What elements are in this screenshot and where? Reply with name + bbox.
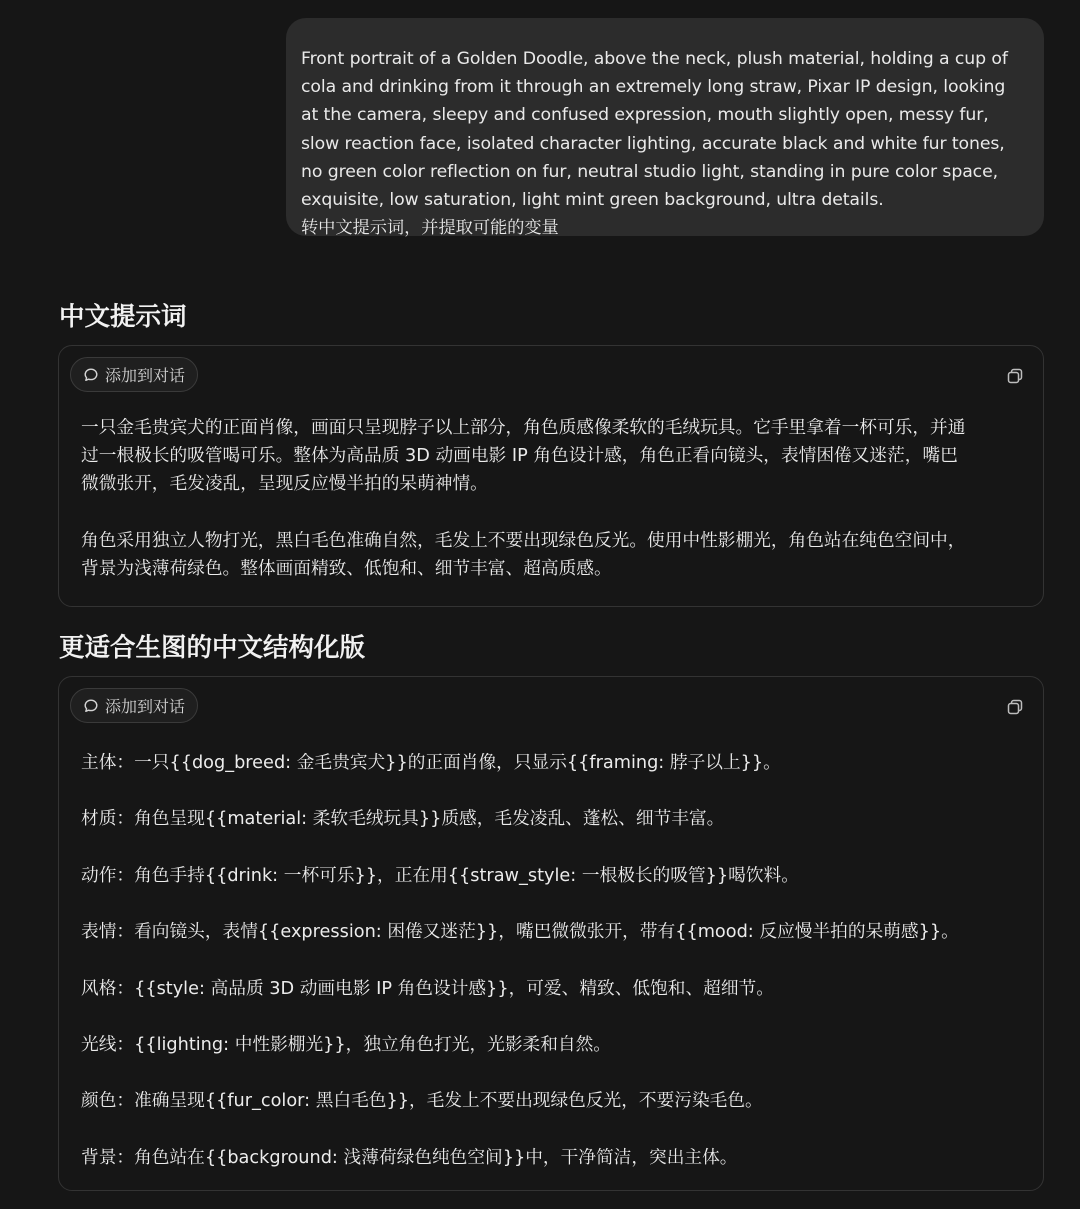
user-message-line: Front portrait of a Golden Doodle, above the neck, plush material, holding a cup of bbox=[301, 49, 1008, 69]
structured-prompt-card bbox=[58, 676, 1044, 1191]
structured-line-expression: 表情：看向镜头，表情{{expression: 困倦又迷茫}}，嘴巴微微张开，带有{{mood: 反应慢半拍的呆萌感}}。 bbox=[81, 922, 959, 943]
user-message-bubble bbox=[286, 18, 1044, 239]
user-message-line: at the camera, sleepy and confused expression, mouth slightly open, messy fur, bbox=[301, 105, 989, 126]
user-message-line: 转中文提示词，并提取可能的变量 bbox=[301, 218, 559, 239]
user-message-line: slow reaction face, isolated character lighting, accurate black and white fur tones, bbox=[301, 133, 1005, 154]
prompt-card-body bbox=[81, 414, 1025, 583]
user-message-line: exquisite, low saturation, light mint green background, ultra details. bbox=[301, 190, 884, 211]
structured-line-material: 材质：角色呈现{{material: 柔软毛绒玩具}}质感，毛发凌乱、蓬松、细节丰富。 bbox=[81, 809, 725, 830]
prompt-paragraph-line: 一只金毛贵宾犬的正面肖像，画面只呈现脖子以上部分，角色质感像柔软的毛绒玩具。它手里拿着一杯可乐，并通 bbox=[81, 418, 966, 438]
prompt-paragraph-line: 过一根极长的吸管喝可乐。整体为高品质 3D 动画电影 IP 角色设计感，角色正看向镜头，表情困倦又迷茫，嘴巴 bbox=[81, 446, 958, 467]
structured-line-background: 背景：角色站在{{background: 浅薄荷绿色纯色空间}}中，干净简洁，突出主体。 bbox=[81, 1147, 738, 1168]
user-message-line: no green color reflection on fur, neutral studio light, standing in pure color space, bbox=[301, 161, 999, 182]
section-title-structured-version: 更适合生图的中文结构化版 bbox=[59, 633, 366, 663]
structured-line-color: 颜色：准确呈现{{fur_color: 黑白毛色}}，毛发上不要出现绿色反光，不要污染毛色。 bbox=[81, 1091, 763, 1112]
speech-bubble-icon bbox=[83, 698, 99, 714]
prompt-card bbox=[58, 345, 1044, 607]
add-to-conversation-label: 添加到对话 bbox=[105, 697, 186, 716]
prompt-paragraph-line: 微微张开，毛发凌乱，呈现反应慢半拍的呆萌神情。 bbox=[81, 474, 488, 495]
structured-card-body bbox=[81, 749, 1025, 1200]
copy-icon[interactable] bbox=[1006, 367, 1024, 385]
structured-line-style: 风格：{{style: 高品质 3D 动画电影 IP 角色设计感}}，可爱、精致、低饱和、超细节。 bbox=[81, 978, 774, 999]
copy-icon[interactable] bbox=[1006, 698, 1024, 716]
prompt-paragraph-line: 角色采用独立人物打光，黑白毛色准确自然，毛发上不要出现绿色反光。使用中性影棚光，角色站在纯色空间中， bbox=[81, 530, 966, 551]
structured-line-subject: 主体：一只{{dog_breed: 金毛贵宾犬}}的正面肖像，只显示{{framing: 脖子以上}}。 bbox=[81, 753, 781, 773]
user-message-line: cola and drinking from it through an extremely long straw, Pixar IP design, looking bbox=[301, 77, 1006, 98]
speech-bubble-icon bbox=[83, 367, 99, 383]
section-title-chinese-prompt: 中文提示词 bbox=[59, 302, 187, 332]
prompt-paragraph-line: 背景为浅薄荷绿色。整体画面精致、低饱和、细节丰富、超高质感。 bbox=[81, 558, 612, 579]
structured-line-lighting: 光线：{{lighting: 中性影棚光}}，独立角色打光，光影柔和自然。 bbox=[81, 1034, 611, 1055]
structured-line-action: 动作：角色手持{{drink: 一杯可乐}}，正在用{{straw_style: 一根极长的吸管}}喝饮料。 bbox=[81, 865, 799, 886]
add-to-conversation-button[interactable] bbox=[70, 688, 198, 723]
add-to-conversation-label: 添加到对话 bbox=[105, 366, 186, 385]
add-to-conversation-button[interactable] bbox=[70, 357, 198, 392]
